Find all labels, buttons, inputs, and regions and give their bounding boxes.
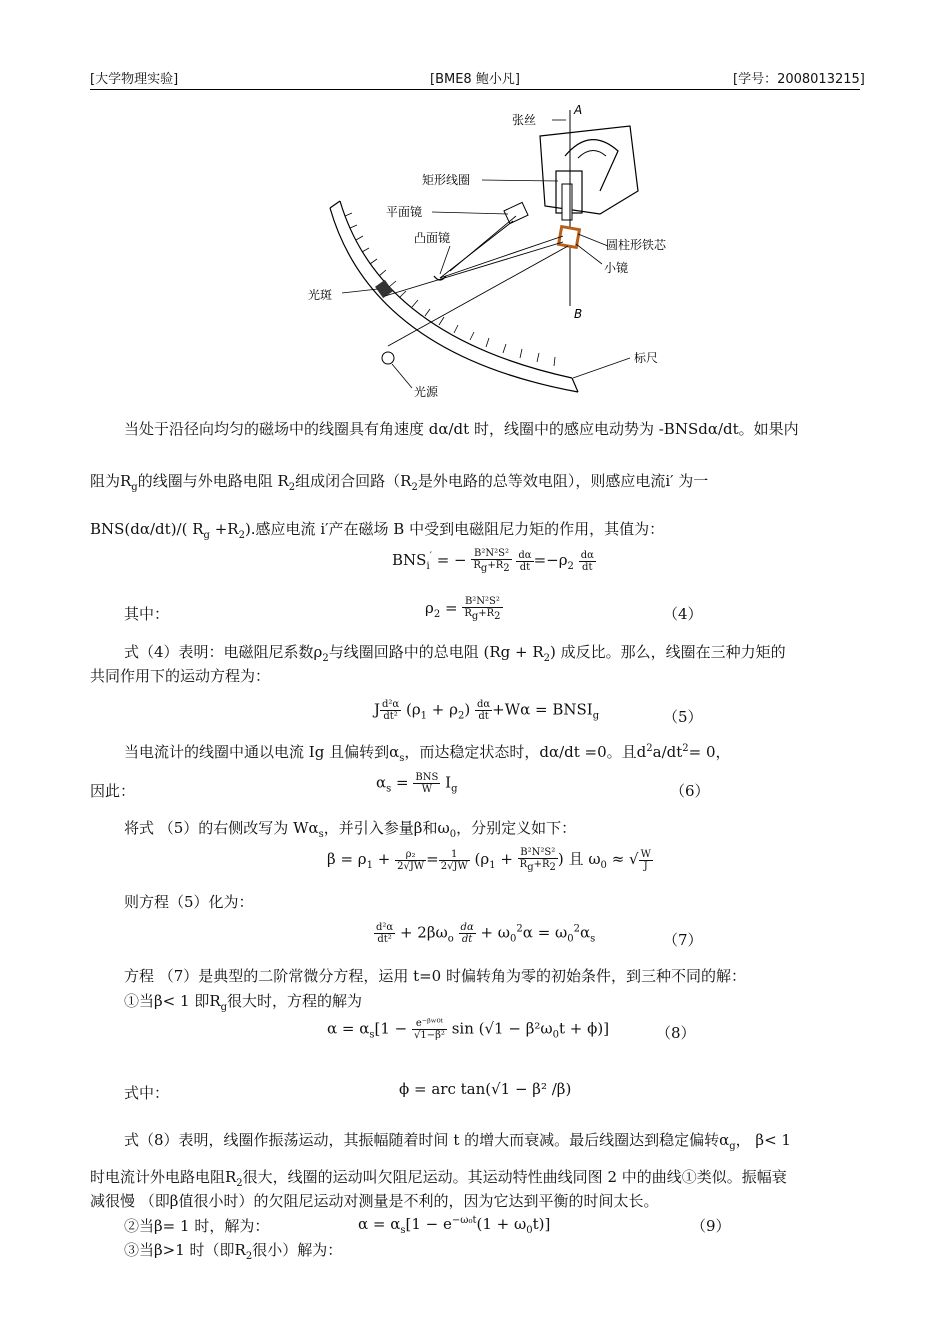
p1-line3: BNS(dα/dt)/( $R_g +R_2$).感应电流 i′产在磁场 B 中受到电磁阻尼力矩的作用，其值为： [90,520,665,541]
label-yuanzhu: 圆柱形铁芯 [606,238,667,252]
header-right: [学号：2008013215] [733,72,865,87]
label-juxing: 矩形线圈 [422,173,471,187]
light-source [382,352,394,364]
label-pingmian: 平面镜 [386,205,423,219]
header-center: [BME8 鲍小凡] [430,72,520,87]
yinci-label: 因此： [90,782,136,800]
eq-beta-definition: $\beta = \rho_1$ + $\frac{\text{ρ₂}}{2√JW}$ = $\frac{1}{2√JW}$ ($\rho_1$ + $\frac{\text{B²N²S²}}{R_g+R_2}$ ) 且 $\omega_0$ ≈ √ $\frac{W}{J}$ [327,847,651,873]
magnet-body [540,126,638,214]
eq-5: J $\frac{\text{d²α}}{\text{dt²}}$ $(\rho_1 + \rho_2)$ $\frac{d\alpha}{dt}$ $+W\alpha = BNSI_g$ [374,699,600,722]
eq-7: $\frac{\text{d²α}}{\text{dt²}}$ + $2\beta\omega_o$ $\frac{d\alpha}{dt}$ + $\omega_0^2\alpha = \omega_0^2\alpha_s$ [376,922,596,945]
eq-6-number: （6） [670,782,710,800]
p1-line1: 当处于沿径向均匀的磁场中的线圈具有角速度 dα/dt 时，线圈中的感应电动势为 -BNSdα/dt。如果内 [124,420,799,438]
p1-line2: 阻为$R_g$的线圈与外电路电阻 $R_2$组成闭合回路（$R_2$是外电路的总等效电阻），则感应电流i′ 为一 [90,472,709,493]
eq-8-number: （8） [656,1024,696,1042]
eq-9: $\alpha = \alpha_s[1 - e^{-\omega_0t}(1 + \omega_0t)]$ [358,1215,551,1236]
case2-line: ②当β= 1 时，解为： [124,1217,270,1235]
label-b: B [574,307,583,321]
case3-line: ③当β>1 时（即$R_2$很小）解为： [124,1241,343,1262]
p2-line1: 式（4）表明：电磁阻尼系数$\rho_2$与线圈回路中的总电阻 $(Rg + R_2)$ 成反比。那么，线圈在三种力矩的 [124,643,786,664]
plane-mirror [504,202,528,223]
label-a: A [574,103,583,117]
p4-line: 将式 （5）的右侧改写为 $W\alpha_s$，并引入参量β和$\omega_0$，分别定义如下： [124,819,577,840]
p5-line: 则方程（5）化为： [124,893,254,911]
p6-line: 方程 （7）是典型的二阶常微分方程，运用 t=0 时偏转角为零的初始条件，到三种不同的解： [124,967,746,985]
eq-4-number: （4） [663,605,703,623]
p9-line: 减很慢 （即β值很小时）的欠阻尼运动对测量是不利的，因为它达到平衡的时间太长。 [90,1192,659,1210]
label-guangyuan: 光源 [414,385,439,399]
header-rule [90,89,860,90]
header-left: [大学物理实验] [90,72,179,87]
galvanometer-figure [300,96,700,406]
eq-7-number: （7） [663,931,703,949]
p2-line2: 共同作用下的运动方程为： [90,667,271,685]
eq-9-number: （9） [691,1217,731,1235]
label-guangban: 光斑 [308,288,333,302]
eq-6: $\alpha_s$ = $\frac{\text{BNS}}{W}$ $I_g$ [376,772,458,795]
eq-8: $\alpha = \alpha_s[1$ − $\frac{\text{e⁻ᵝʷ⁰ᵗ}}{\text{√1−β²}}$ $\sin (√1 - \beta^2\omega_0t + \phi)$] [327,1018,610,1041]
shizhong-label: 式中： [124,1084,170,1102]
scale-arc-inner [330,208,578,392]
p7-line: 式（8）表明，线圈作振荡运动，其振幅随着时间 t 的增大而衰减。最后线圈达到稳定偏转$\alpha_g$， β< 1 [124,1131,791,1152]
label-zhangsi: 张丝 [512,113,537,127]
label-tumian: 凸面镜 [414,231,451,245]
p8-line: 时电流计外电路电阻$R_2$很大，线圈的运动叫欠阻尼运动。其运动特性曲线同图 2 中的曲线①类似。振幅衰 [90,1168,787,1189]
qizhong-label: 其中： [124,605,170,623]
eq-phi: ϕ = arc tan(√1 − β² /β) [399,1080,572,1098]
eq-damping-torque: $BNS_i'$ = − $\frac{\text{B²N²S²}}{R_g+R_2}$ $\frac{d\alpha}{dt}$ $=-\rho_2$ $\frac{d\alpha}{dt}$ [392,548,594,574]
eq-4: $\rho_2$ = $\frac{\text{B²N²S²}}{R_g+R_2}$ [425,596,501,622]
case1-line: ①当β< 1 即$R_g$很大时，方程的解为 [124,992,363,1013]
eq-5-number: （5） [663,708,703,726]
label-biaochi: 标尺 [634,351,659,365]
label-xiaojing: 小镜 [604,261,629,275]
p3-line: 当电流计的线圈中通以电流 Ig 且偏转到$\alpha_s$，而达稳定状态时，dα/dt =0。且$d^2a/dt^2= 0$， [124,743,731,764]
